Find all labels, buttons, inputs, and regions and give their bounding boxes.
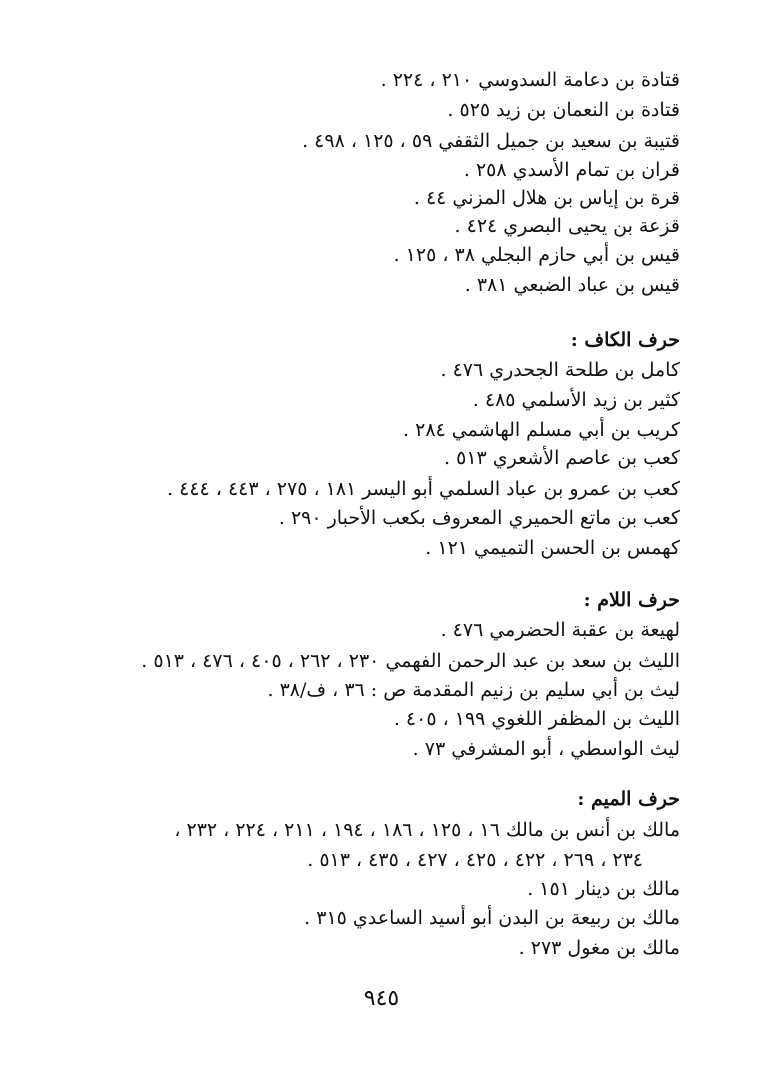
index-entry: مالك بن أنس بن مالك ١٦ ، ١٢٥ ، ١٨٦ ، ١٩٤ ، ٢١١ ، ٢٢٤ ، ٢٣٢ ، — [174, 819, 680, 841]
index-entry: ليث الواسطي ، أبو المشرفي ٧٣ . — [412, 738, 680, 760]
index-entry: كعب بن عاصم الأشعري ٥١٣ . — [444, 447, 680, 469]
page-number: ٩٤٥ — [363, 986, 400, 1011]
index-entry: قيس بن أبي حازم البجلي ٣٨ ، ١٢٥ . — [393, 244, 680, 266]
section-heading-kaf: حرف الكاف : — [570, 329, 680, 351]
index-entry: قران بن تمام الأسدي ٢٥٨ . — [463, 159, 680, 181]
index-entry: مالك بن ربيعة بن البدن أبو أسيد الساعدي ٣١٥ . — [304, 907, 680, 929]
index-entry: قتادة بن النعمان بن زيد ٥٢٥ . — [447, 99, 680, 121]
index-entry: قيس بن عباد الضبعي ٣٨١ . — [464, 274, 680, 296]
index-entry: كامل بن طلحة الجحدري ٤٧٦ . — [440, 359, 680, 381]
index-entry: كثير بن زيد الأسلمي ٤٨٥ . — [472, 389, 680, 411]
index-entry: قتيبة بن سعيد بن جميل الثقفي ٥٩ ، ١٢٥ ، ٤٩٨ . — [302, 130, 680, 152]
index-entry: الليث بن المظفر اللغوي ١٩٩ ، ٤٠٥ . — [393, 708, 680, 730]
index-entry: مالك بن دينار ١٥١ . — [527, 878, 680, 900]
index-entry: قزعة بن يحيى البصري ٤٢٤ . — [454, 215, 680, 237]
index-entry: كعب بن عمرو بن عباد السلمي أبو اليسر ١٨١ ، ٢٧٥ ، ٤٤٣ ، ٤٤٤ . — [167, 478, 680, 500]
section-heading-lam: حرف اللام : — [583, 589, 680, 611]
section-heading-mim: حرف الميم : — [577, 788, 680, 810]
index-entry: ليث بن أبي سليم بن زنيم المقدمة ص : ٣٦ ، ف/٣٨ . — [267, 679, 680, 701]
index-entry: قتادة بن دعامة السدوسي ٢١٠ ، ٢٢٤ . — [380, 69, 680, 91]
index-entry: مالك بن مغول ٢٧٣ . — [518, 937, 680, 959]
index-entry: كريب بن أبي مسلم الهاشمي ٢٨٤ . — [403, 419, 680, 441]
index-entry-continuation: ٢٣٤ ، ٢٦٩ ، ٤٢٢ ، ٤٢٥ ، ٤٢٧ ، ٤٣٥ ، ٥١٣ . — [307, 849, 643, 871]
index-entry: كعب بن ماتع الحميري المعروف بكعب الأحبار ٢٩٠ . — [278, 507, 680, 529]
index-entry: كهمس بن الحسن التميمي ١٢١ . — [425, 537, 680, 559]
index-entry: لهيعة بن عقبة الحضرمي ٤٧٦ . — [440, 619, 680, 641]
index-entry: قرة بن إياس بن هلال المزني ٤٤ . — [413, 187, 680, 209]
index-entry: الليث بن سعد بن عبد الرحمن الفهمي ٢٣٠ ، ٢٦٢ ، ٤٠٥ ، ٤٧٦ ، ٥١٣ . — [141, 650, 680, 672]
